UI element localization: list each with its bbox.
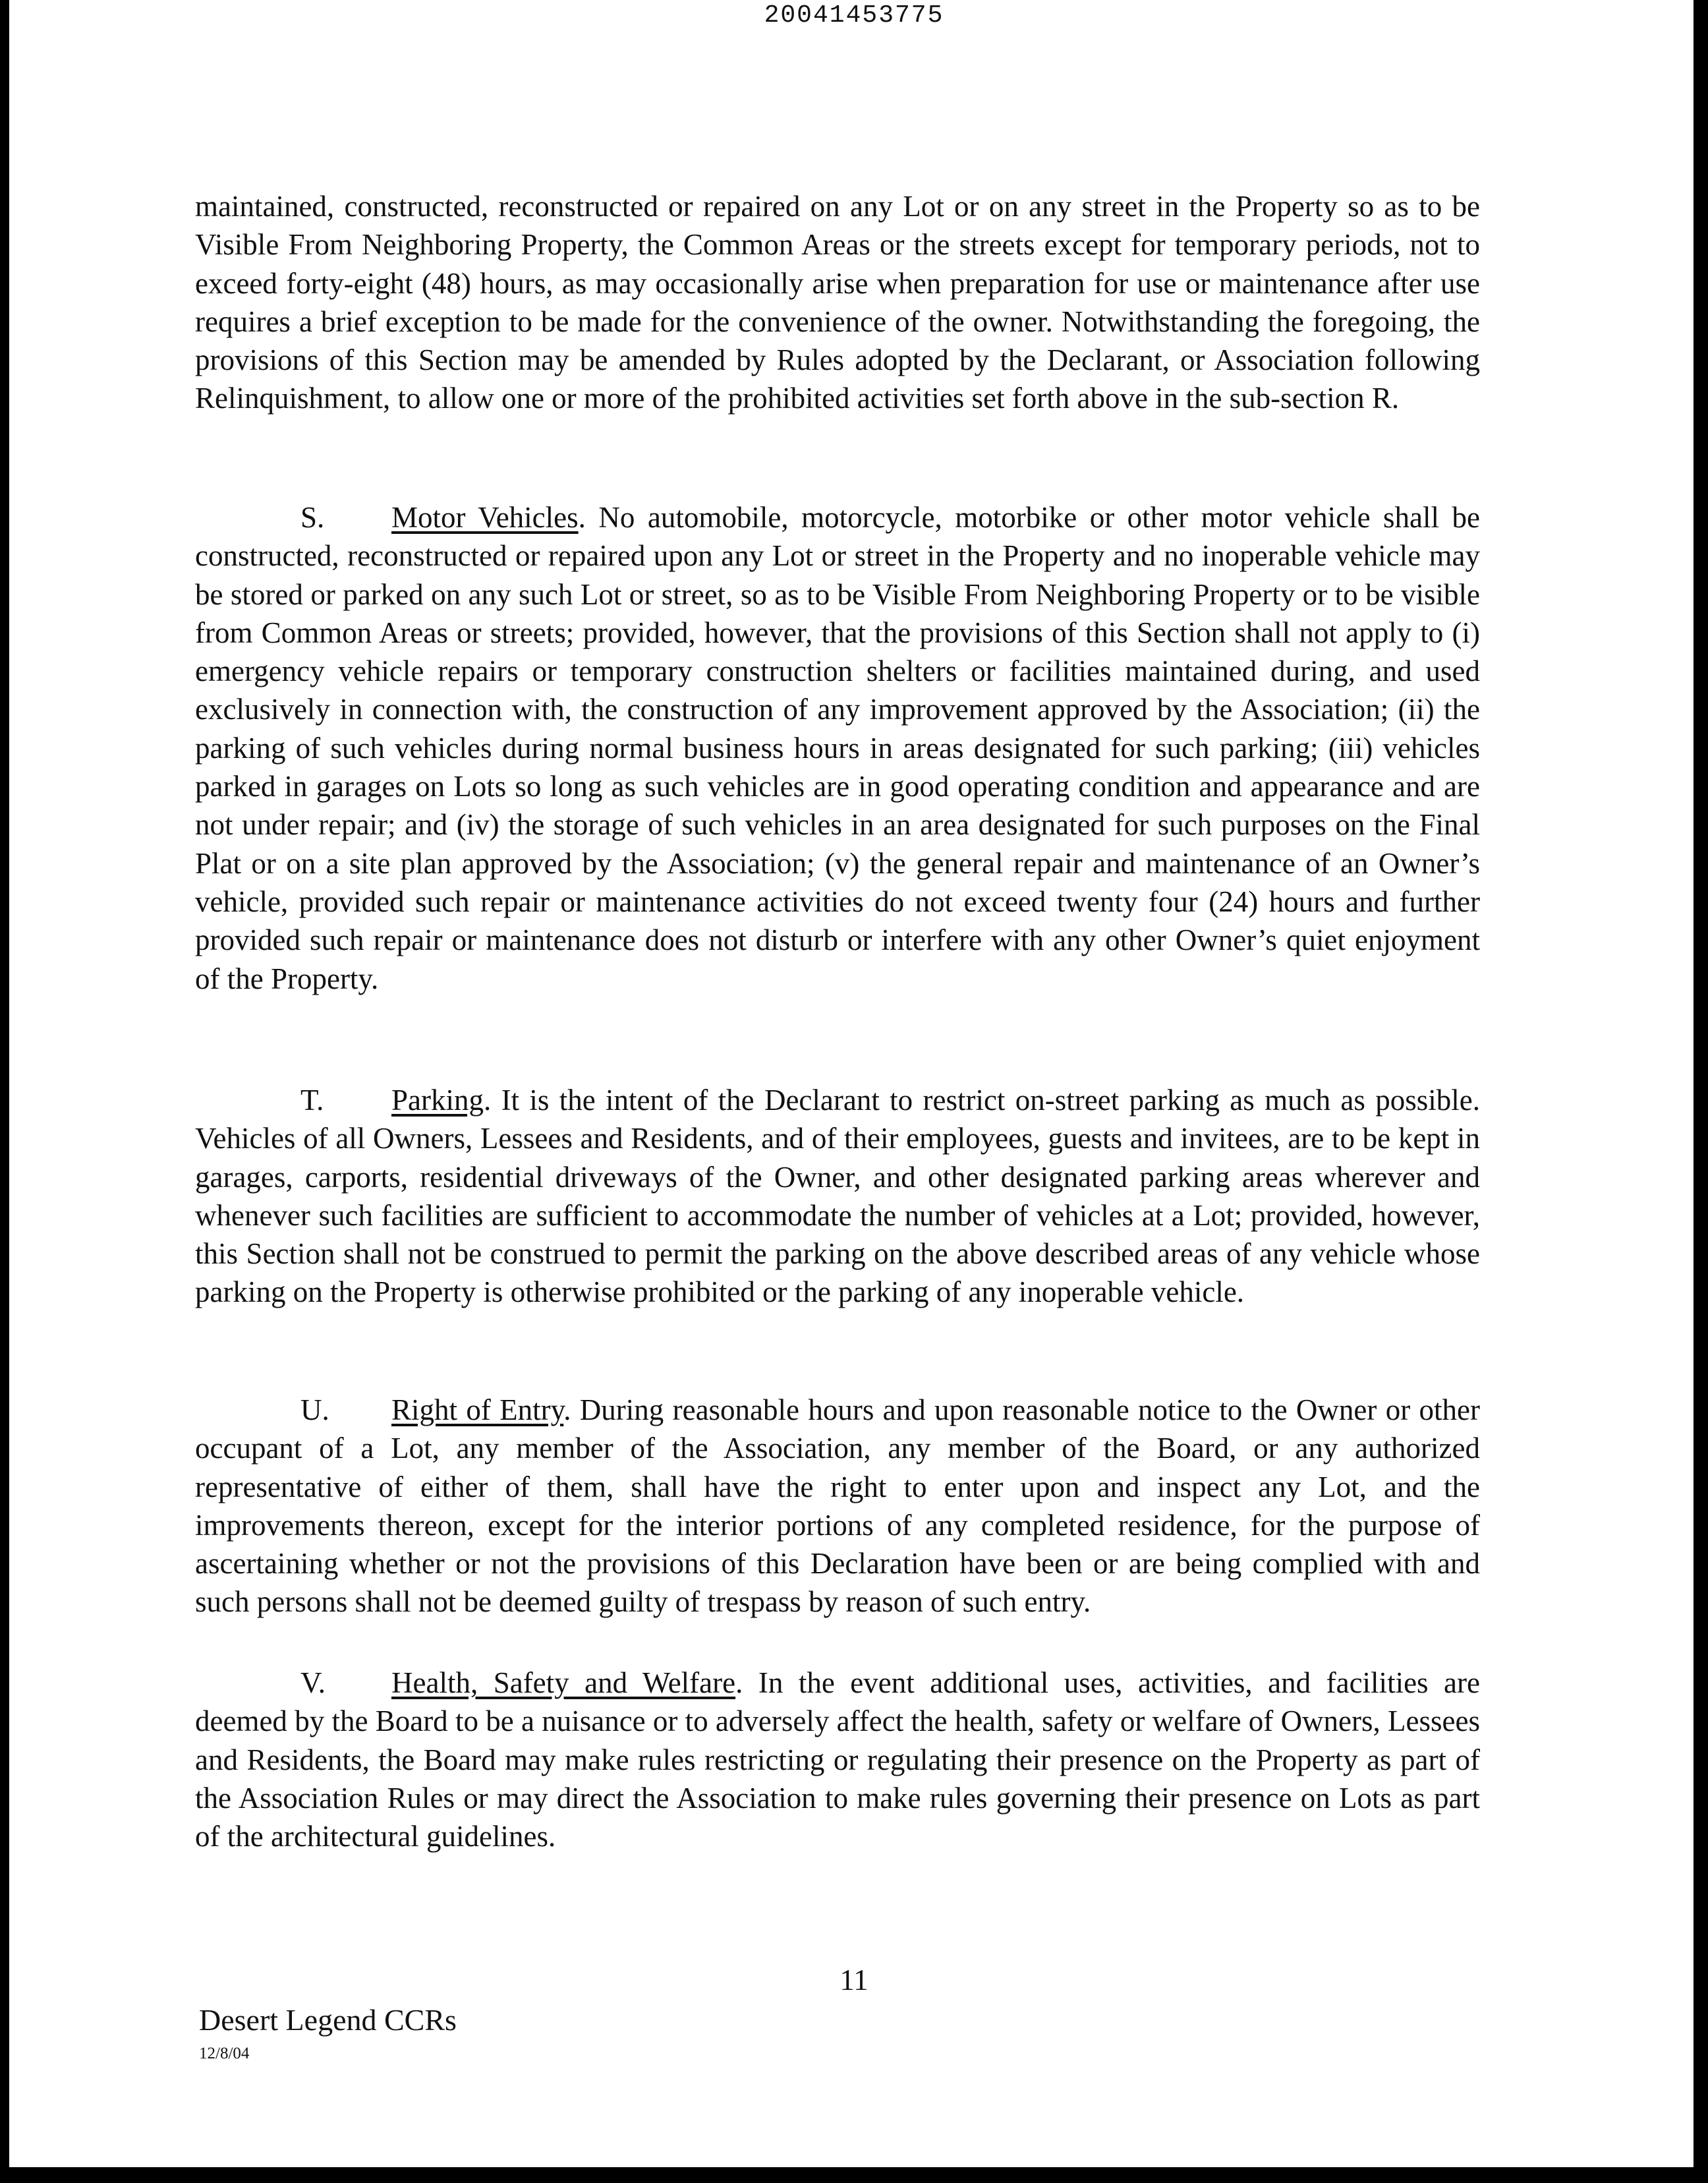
footer-date: 12/8/04 (199, 2045, 250, 2062)
page-number: 11 (840, 1964, 868, 1996)
section-v-health-safety-welfare (195, 1664, 1480, 1855)
paragraph-text: . It is the intent of the Declarant to restrict on-street parking as much as possible. Vehicles of all Owners, Lessees and Residents, and of their employees, guests and invitees, are to be kept in garages, carports, residential driveways of the Owner, and other designated parking areas wherever and whenever such facilities are sufficient to accommodate the number of vehicles at a Lot; provided, however, this Section shall not be construed to permit the parking on the above described areas of any vehicle whose parking on the Property is otherwise prohibited or the parking of any inoperable vehicle. (195, 1084, 1480, 1309)
paragraph-text: maintained, constructed, reconstructed or repaired on any Lot or on any street in the Property so as to be Visible From Neighboring Property, the Common Areas or the streets except for temporary periods, not to exceed forty-eight (48) hours, as may occasionally arise when preparation for use or maintenance after use requires a brief exception to be made for the convenience of the owner. Notwithstanding the foregoing, the provisions of this Section may be amended by Rules adopted by the Declarant, or Association following Relinquishment, to allow one or more of the prohibited activities set forth above in the sub-section R. (195, 190, 1480, 415)
section-t-parking (195, 1081, 1480, 1312)
section-u-right-of-entry (195, 1391, 1480, 1621)
scan-border-bottom (0, 2167, 1708, 2183)
paragraph-text: . During reasonable hours and upon reasonable notice to the Owner or other occupant of a Lot, any member of the Association, any member of the Board, or any authorized representative of either of them, shall have the right to enter upon and inspect any Lot, and the improvements thereon, except for the interior portions of any completed residence, for the purpose of ascertaining whether or not the provisions of this Declaration have been or are being complied with and such persons shall not be deemed guilty of trespass by reason of such entry. (195, 1393, 1480, 1619)
paragraph-text: . In the event additional uses, activities, and facilities are deemed by the Board to be a nuisance or to adversely affect the health, safety or welfare of Owners, Lessees and Residents, the Board may make rules restricting or regulating their presence on the Property as part of the Association Rules or may direct the Association to make rules governing their presence on Lots as part of the architectural guidelines. (195, 1666, 1480, 1853)
scan-border-left (0, 0, 9, 2183)
footer-document-title: Desert Legend CCRs (199, 2003, 457, 2037)
section-letter: S. (300, 501, 325, 534)
section-heading: Motor Vehicles (391, 501, 579, 534)
scan-border-right (1694, 0, 1708, 2183)
paragraph-text: . No automobile, motorcycle, motorbike or other motor vehicle shall be constructed, reconstructed or repaired upon any Lot or street in the Property and no inoperable vehicle may be stored or parked on any such Lot or street, so as to be Visible From Neighboring Property or to be visible from Common Areas or streets; provided, however, that the provisions of this Section shall not apply to (i) emergency vehicle repairs or temporary construction shelters or facilities maintained during, and used exclusively in connection with, the construction of any improvement approved by the Association; (ii) the parking of such vehicles during normal business hours in areas designated for such parking; (iii) vehicles parked in garages on Lots so long as such vehicles are in good operating condition and appearance and are not under repair; and (iv) the storage of such vehicles in an area designated for such purposes on the Final Plat or on a site plan approved by the Association; (v) the general repair and maintenance of an Owner’s vehicle, provided such repair or maintenance activities do not exceed twenty four (24) hours and further provided such repair or maintenance does not disturb or interfere with any other Owner’s quiet enjoyment of the Property. (195, 501, 1481, 995)
section-letter: T. (300, 1084, 324, 1117)
section-heading: Parking (391, 1084, 484, 1117)
section-s-motor-vehicles (195, 498, 1480, 998)
section-letter: V. (300, 1666, 326, 1699)
paragraph-continued (195, 187, 1480, 418)
section-letter: U. (300, 1393, 329, 1426)
section-heading: Right of Entry (391, 1393, 564, 1426)
section-heading: Health, Safety and Welfare (391, 1666, 736, 1699)
document-number: 20041453775 (764, 1, 944, 30)
